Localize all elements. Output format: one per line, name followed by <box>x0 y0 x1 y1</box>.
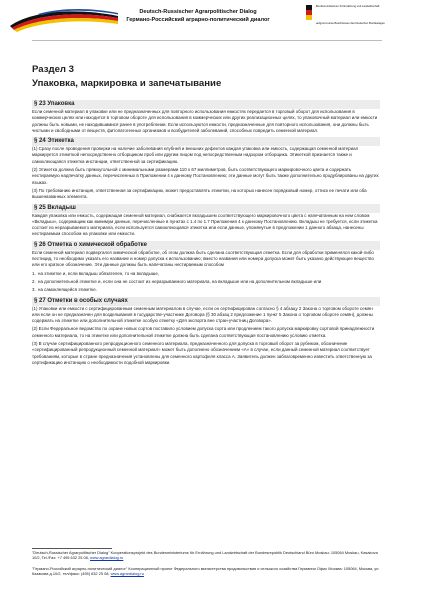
paragraph-heading-26: § 26 Отметка о химической обработке <box>32 241 380 250</box>
header-title-de: Deutsch-Russischer Agrarpolitischer Dialog <box>139 9 257 15</box>
header-titles <box>118 8 278 24</box>
paragraph-text: (2) Этикетка должна быть прямоугольной с минимальными размерами 110 x 67 миллиметров, быть соответствующего маркировочного цвета и содержать нестираемую надпечатку данных, перечисленных в Приложении 4 к данному Постановлению; эти данные могут быть также дополнительно продублированы на других языках. <box>32 167 379 185</box>
paragraph-text: (3) В случае сертифицированного репродукционного семенного материала, предназначенного для допуска в торговый оборот за рубежом, обозначение «сертифицированный репродукционный семенной материал» может быть дополнено обозначением «А» в случае, если данный семенной материал соответствует требованиям, которые в стране предназначения установлены для семенного картофеля класса А. Заявитель должен заблаговременно известить ответственную за сертификацию инстанцию о необходимости подобной маркировки. <box>32 341 372 365</box>
paragraph-text: (1) Сразу после проведения проверки на наличие заболевания клубней и внешних дефектов каждая упаковка или емкость, содержащая семенной материал маркируется этикеткой непосредственно отборщиком проб или другим лицом под непосредственным надзором отборщика. Этикеткой признается также и самоклеющаяся этикетка инстанции, ответственной за сертификацию. <box>32 146 359 164</box>
list-marker: 1. <box>32 270 36 276</box>
footer-ru-link[interactable]: www.agrardialog.ru <box>110 571 144 577</box>
paragraph-text: Каждая упаковка или емкость, содержащая семенной материал, снабжается вкладышем соответствующего маркировочного цвета с напечатанным на нем словом «Вкладыш», содержащим как минимум данные, перечисленные в пунктах с 1.4 по 1.7 Приложения 4 к данному Постановлению. Вкладыш не требуется, если этикетка состоит из неразрываемого материала, если используется самоклеющаяся этикетка или если данные, упомянутые в предложении 1 данного абзаца, нанесены нестираемым способом на упаковке или емкости. <box>32 212 378 237</box>
federal-flag-icon <box>306 5 312 20</box>
paragraph-text: (1) Упаковки или емкости с сертифицированным семенным материалом в случае, если он сертифицирован согласно § 4 абзацу 2 Закона о торговом обороте семян или если он не предназначен для возделывания в государстве-участнике Договора (§ 30 абзац 2 предложение 1 пункт 5 Закона о торговом обороте семян), должны содержать на этикетке или дополнительной этикетке особую отметку «Для экспорта вне стран-участниц Договора». <box>32 305 373 324</box>
paragraph-text: (3) По требованию инстанция, ответственная за сертификацию, может предоставлять этикетки, на которых нанесен порядковый номер, оттиск ее печати или оба вышеназванных элемента. <box>32 187 367 200</box>
footer-ru <box>32 566 382 577</box>
flag-swoosh-logo <box>8 6 120 32</box>
list-marker: 3. <box>32 287 36 293</box>
list-item-text: на этикетке и, если вкладыш обязателен, то на вкладыше, <box>38 270 160 276</box>
list-item-text: на самоклеящейся этикетке. <box>38 287 97 293</box>
header-divider <box>32 40 382 41</box>
footer-de <box>32 550 382 561</box>
section-title: Упаковка, маркировка и запечатывание <box>32 78 222 89</box>
paragraph-heading-27: § 27 Отметки в особых случаях <box>32 297 380 306</box>
document-body <box>32 100 380 366</box>
ministry-name: Bundesministerium für Ernährung und Landwirtschaft <box>316 5 380 8</box>
footer-ru-text: "Германо-Российский аграрно-политический диалог" Кооперационный проект Федерального министерства продовольствия и сельского хозяйства Германии Офис Москва: 105064, Москва, ул. Казакова д.10/2, тел/факс: (495) 632 25 08, <box>32 565 380 577</box>
paragraph-heading-25: § 25 Вкладыш <box>32 204 380 213</box>
paragraph-text: (2) Если Федеральное ведомство по охране новых сортов поставило условием допуска сорта или продлением такого допуска маркировку сортовой принадлежности семенного материала, то на этикетке или дополнительной этикетке должна быть сделана соответствующая постановлению условию отметка. <box>32 326 375 338</box>
list-item <box>32 271 380 277</box>
list-item <box>32 279 380 285</box>
paragraph-heading-24: § 24 Этикетка <box>32 137 380 146</box>
header-title-ru: Германо-Российский аграрно-политический диалог <box>126 17 270 23</box>
paragraph-text: Если семенной материал в упаковке или не предназначенных для повторного использования емкостях передается в торговый оборот для использования в коммерческих целях или находится в торговом обороте для использования в коммерческих или других реализационных целях, то упаковочный материал или емкости должны быть новыми, не находившимися ранее в употреблении. Если используются емкости, предназначенные для повторного использования, они должны быть чистыми и свободными от веществ, фитопатогенных организмов и возбудителей заболеваний, способных повредить семенной материал. <box>32 109 378 133</box>
footer-divider <box>32 548 112 549</box>
footer-de-link[interactable]: www.agrardialog.ru <box>90 555 124 561</box>
list-item <box>32 287 380 293</box>
list-item-text: на дополнительной этикетке и, если она не состоит из неразрываемого материала, на вкладыше или на дополнительном вкладыше или <box>38 278 322 284</box>
section-number: Раздел 3 <box>32 64 75 75</box>
paragraph-heading-23: § 23 Упаковка <box>32 100 380 109</box>
ministry-note: aufgrund eines Beschlusses des Deutschen Bundestages <box>316 22 385 25</box>
page-footer <box>32 550 382 577</box>
list-marker: 2. <box>32 278 36 284</box>
footer-de-text: "Deutsch-Russischer Agrarpolitischer Dialog" Kooperationsprojekt des Bundesministeriums für Ernährung und Landwirtschaft der Bundesrepublik Deutschland Büro Moskau: 105064 Moskau, Kasakova 10/2, Tel./Fax: +7 495 632 25 08, <box>32 550 378 561</box>
paragraph-text: Если семенной материал подвергался химической обработке, об этом должна быть сделана соответствующая отметка. Если для обработки применялся какой-либо пестицид, то необходимо указать его название и номер допуска к использованию; вместо названия или номера допуска может быть указано действующее вещество или его краткое обозначение. Эти данные должны быть напечатаны нестираемым способом <box>32 249 374 268</box>
page-header <box>0 0 424 38</box>
